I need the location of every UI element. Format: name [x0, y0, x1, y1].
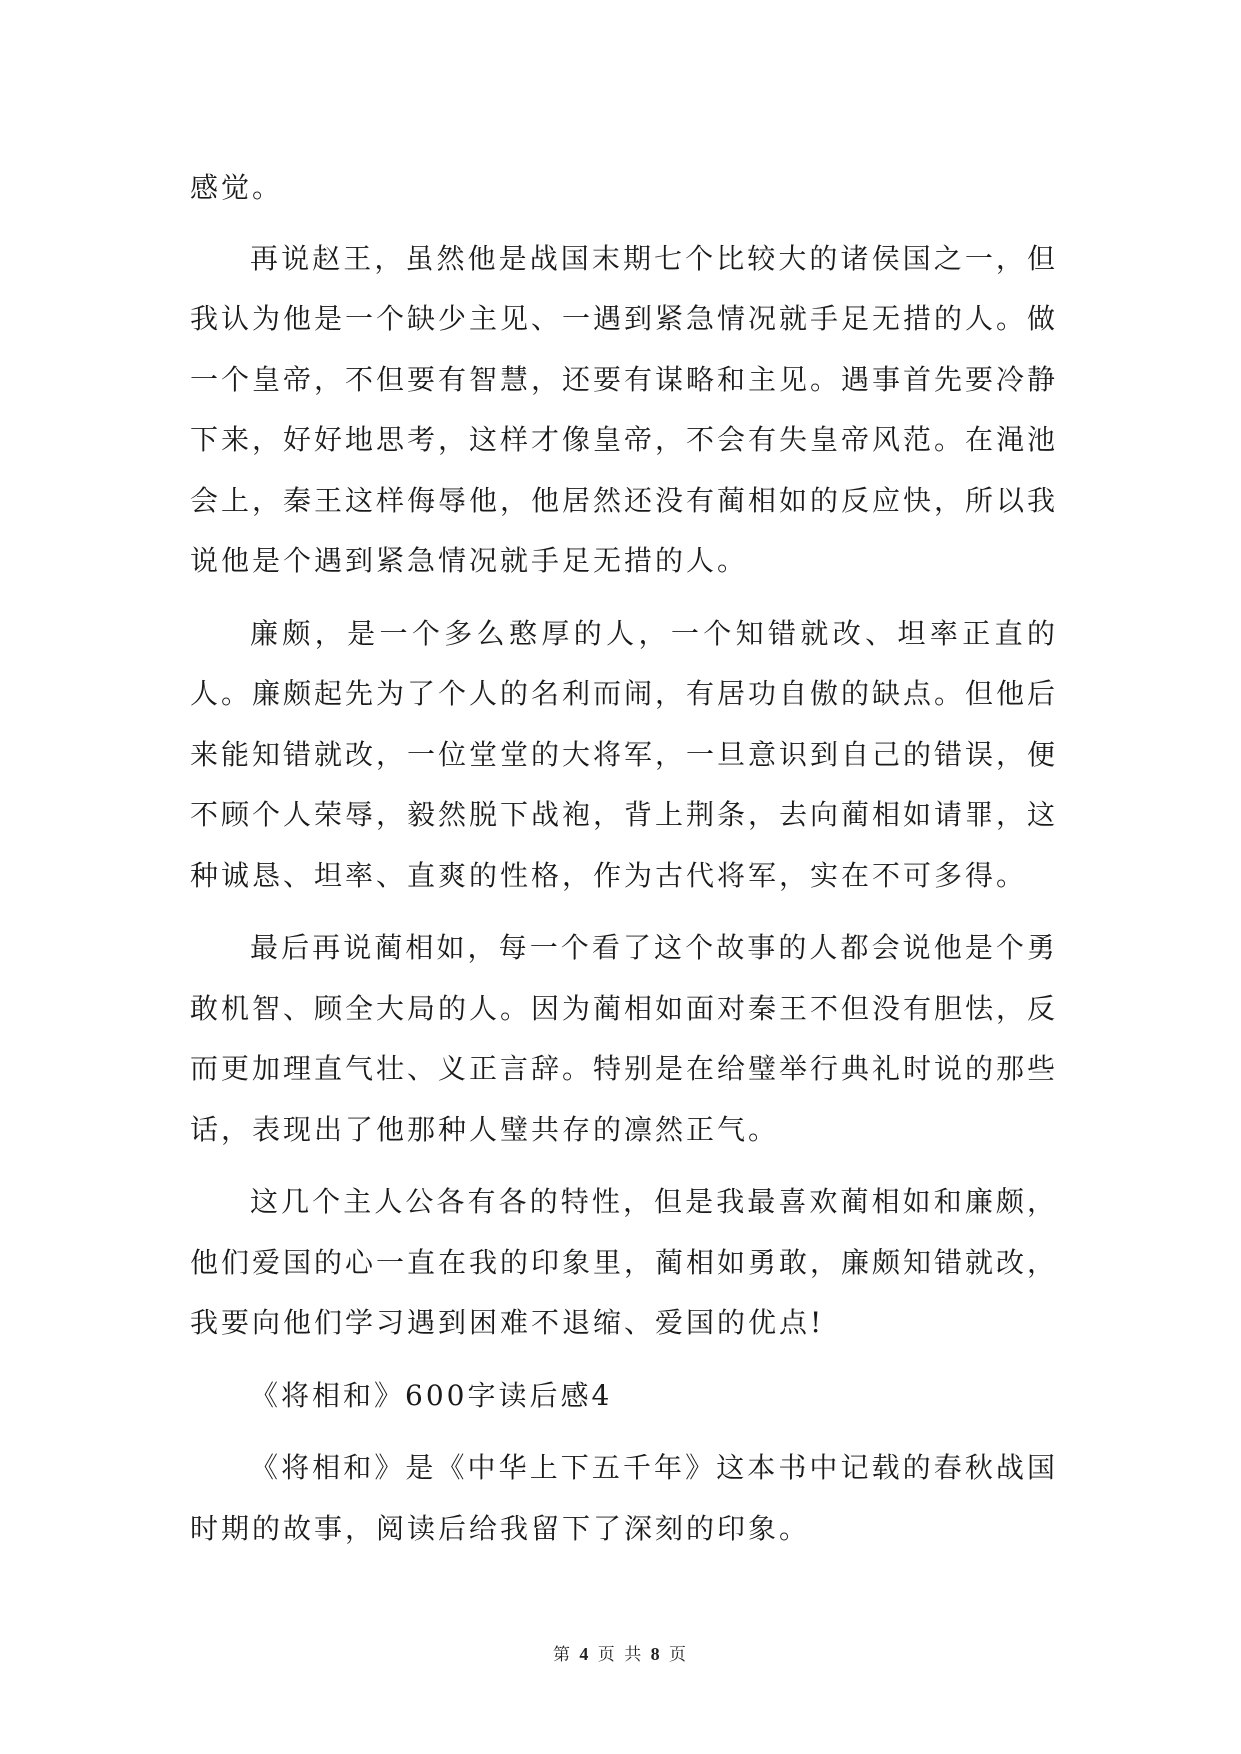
footer-suffix: 页 — [669, 1645, 689, 1665]
document-body — [190, 158, 1058, 1571]
paragraph-lian-po: 廉颇，是一个多么憨厚的人，一个知错就改、坦率正直的人。廉颇起先为了个人的名利而闹，有居功自傲的缺点。但他后来能知错就改，一位堂堂的大将军，一旦意识到自己的错误，便不顾个人荣辱，毅然脱下战袍，背上荆条，去向蔺相如请罪，这种诚恳、坦率、直爽的性格，作为古代将军，实在不可多得。 — [190, 616, 1059, 892]
footer-middle: 页 共 — [597, 1645, 644, 1665]
paragraph-intro: 《将相和》是《中华上下五千年》这本书中记载的春秋战国时期的故事，阅读后给我留下了深刻的印象。 — [190, 1451, 1058, 1545]
section-heading: 《将相和》600字读后感4 — [250, 1378, 613, 1412]
footer-prefix: 第 — [552, 1645, 572, 1665]
page-footer — [0, 1640, 1241, 1665]
paragraph-conclusion: 这几个主人公各有各的特性，但是我最喜欢蔺相如和廉颇，他们爱国的心一直在我的印象里，蔺相如勇敢，廉颇知错就改，我要向他们学习遇到困难不退缩、爱国的优点! — [190, 1185, 1059, 1339]
paragraph-zhao-king: 再说赵王，虽然他是战国末期七个比较大的诸侯国之一，但我认为他是一个缺少主见、一遇到紧急情况就手足无措的人。做一个皇帝，不但要有智慧，还要有谋略和主见。遇事首先要冷静下来，好好地思考，这样才像皇帝，不会有失皇帝风范。在渑池会上，秦王这样侮辱他，他居然还没有蔺相如的反应快，所以我说他是个遇到紧急情况就手足无措的人。 — [190, 241, 1059, 577]
footer-total-pages: 8 — [650, 1644, 662, 1664]
paragraph-continuation: 感觉。 — [190, 171, 284, 204]
footer-page-number: 4 — [579, 1644, 591, 1664]
paragraph-lin-xiangru: 最后再说蔺相如，每一个看了这个故事的人都会说他是个勇敢机智、顾全大局的人。因为蔺相如面对秦王不但没有胆怯，反而更加理直气壮、义正言辞。特别是在给璧举行典礼时说的那些话，表现出了他那种人璧共存的凛然正气。 — [190, 931, 1059, 1146]
